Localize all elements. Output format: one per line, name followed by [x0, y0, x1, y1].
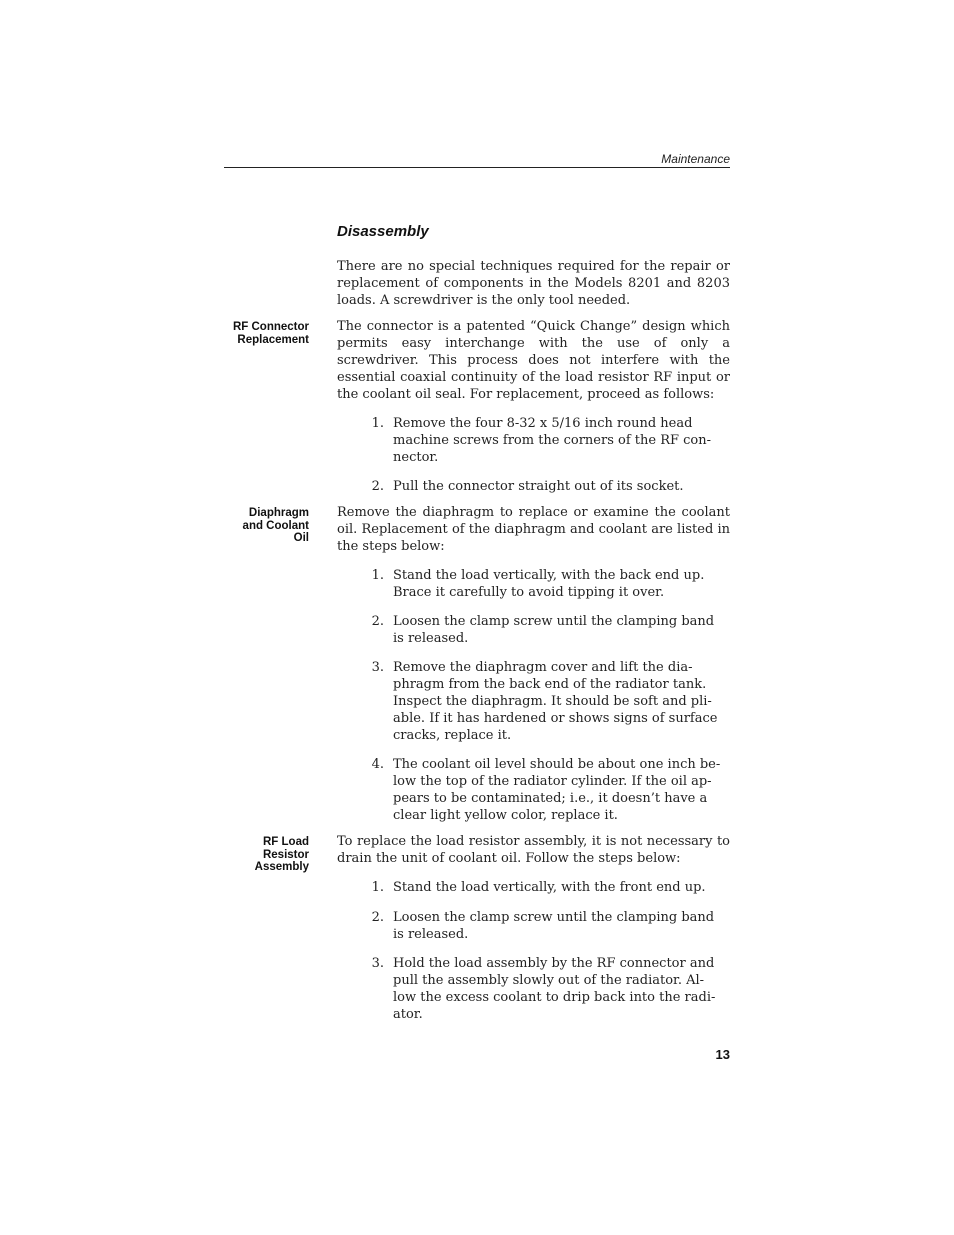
diaphragm-paragraph: Remove the diaphragm to replace or examine the coolant oil. Replacement of the diaphragm and coolant are listed in the steps below: [337, 505, 730, 554]
side-heading-line: Resistor [262, 848, 309, 861]
step-number: 3. [371, 660, 384, 675]
running-header: Maintenance [661, 152, 730, 166]
step-number: 1. [371, 416, 384, 431]
step-text: Loosen the clamp screw until the clamping band is released. [393, 614, 715, 646]
page-number: 13 [715, 1047, 730, 1062]
step-text: Pull the connector straight out of its socket. [393, 479, 684, 494]
step-number: 1. [371, 880, 384, 895]
step-number: 2. [371, 479, 384, 494]
step-number: 3. [371, 956, 384, 971]
step-number: 4. [371, 757, 384, 772]
step-text: Remove the diaphragm cover and lift the dia- phragm from the back end of the radiator tank. Inspect the diaphragm. It should be soft and pli- able. If it has hardened or shows signs of surface cracks, replace it. [393, 660, 718, 743]
step-text: Stand the load vertically, with the front end up. [393, 880, 706, 895]
side-heading-line: RF Connector [232, 321, 309, 333]
side-heading-rf-load [190, 836, 309, 874]
step-text: Stand the load vertically, with the back end up. Brace it carefully to avoid tipping it over. [393, 568, 705, 600]
step-text: The coolant oil level should be about one inch be- low the top of the radiator cylinder. If the oil ap- pears to be contaminated; i.e., it doesn’t have a clear light yellow color, replace it. [393, 757, 721, 823]
rf-connector-paragraph: The connector is a patented “Quick Change” design which permits easy interchange with the use of only a screwdriver. This process does not interfere with the essential coaxial continuity of the load resistor RF input or the coolant oil seal. For replacement, proceed as follows: [337, 319, 730, 402]
side-heading-diaphragm [190, 507, 309, 545]
side-heading-line: Oil [293, 532, 309, 544]
intro-paragraph: There are no special techniques required for the repair or replacement of components in the Models 8201 and 8203 loads. A screwdriver is the only tool needed. [337, 259, 730, 308]
rf-load-paragraph: To replace the load resistor assembly, it is not necessary to drain the unit of coolant oil. Follow the steps below: [337, 834, 730, 866]
step-text: Hold the load assembly by the RF connector and pull the assembly slowly out of the radiator. Al- low the excess coolant to drip back into the radi- ator. [393, 956, 716, 1022]
step-number: 1. [371, 568, 384, 583]
section-title: Disassembly [337, 223, 429, 240]
step-text: Remove the four 8-32 x 5/16 inch round head machine screws from the corners of the RF con- nector. [393, 416, 712, 465]
side-heading-rf-connector [190, 321, 309, 346]
side-heading-line: Diaphragm [248, 507, 309, 519]
step-number: 2. [371, 910, 384, 925]
side-heading-line: RF Load [263, 836, 309, 848]
side-heading-line: Replacement [237, 333, 309, 346]
step-number: 2. [371, 614, 384, 629]
side-heading-line: Assembly [254, 861, 309, 873]
side-heading-line: and Coolant [242, 519, 309, 532]
header-rule [224, 167, 730, 168]
step-text: Loosen the clamp screw until the clamping band is released. [393, 910, 715, 942]
